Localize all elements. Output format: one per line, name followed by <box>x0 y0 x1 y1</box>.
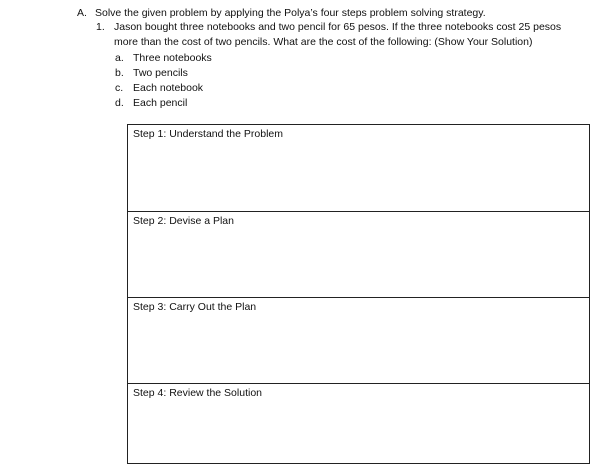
item-each-pencil: Each pencil <box>133 97 188 109</box>
item-letter-c: c. <box>115 82 124 94</box>
step-4-box[interactable] <box>128 383 589 465</box>
step-3-box[interactable] <box>128 297 589 383</box>
step-2-box[interactable] <box>128 211 589 297</box>
step-1-box[interactable] <box>128 125 589 211</box>
item-letter-a: a. <box>115 52 124 64</box>
step-3-title: Step 3: Carry Out the Plan <box>133 301 257 313</box>
section-instruction: Solve the given problem by applying the Polya’s four steps problem solving strategy. <box>95 7 486 19</box>
item-three-notebooks: Three notebooks <box>133 52 212 64</box>
section-marker: A. <box>77 7 87 19</box>
step-1-title: Step 1: Understand the Problem <box>133 128 284 140</box>
item-letter-b: b. <box>115 67 124 79</box>
problem-text-line-1: Jason bought three notebooks and two pencil for 65 pesos. If the three notebooks cost 25 pesos <box>114 21 562 33</box>
problem-number: 1. <box>96 21 105 33</box>
item-letter-d: d. <box>115 97 124 109</box>
item-two-pencils: Two pencils <box>133 67 188 79</box>
step-4-title: Step 4: Review the Solution <box>133 387 262 399</box>
step-2-title: Step 2: Devise a Plan <box>133 215 234 227</box>
polya-steps-table <box>127 124 590 464</box>
item-each-notebook: Each notebook <box>133 82 204 94</box>
problem-text-line-2: more than the cost of two pencils. What are the cost of the following: (Show Your Solution) <box>114 36 533 48</box>
